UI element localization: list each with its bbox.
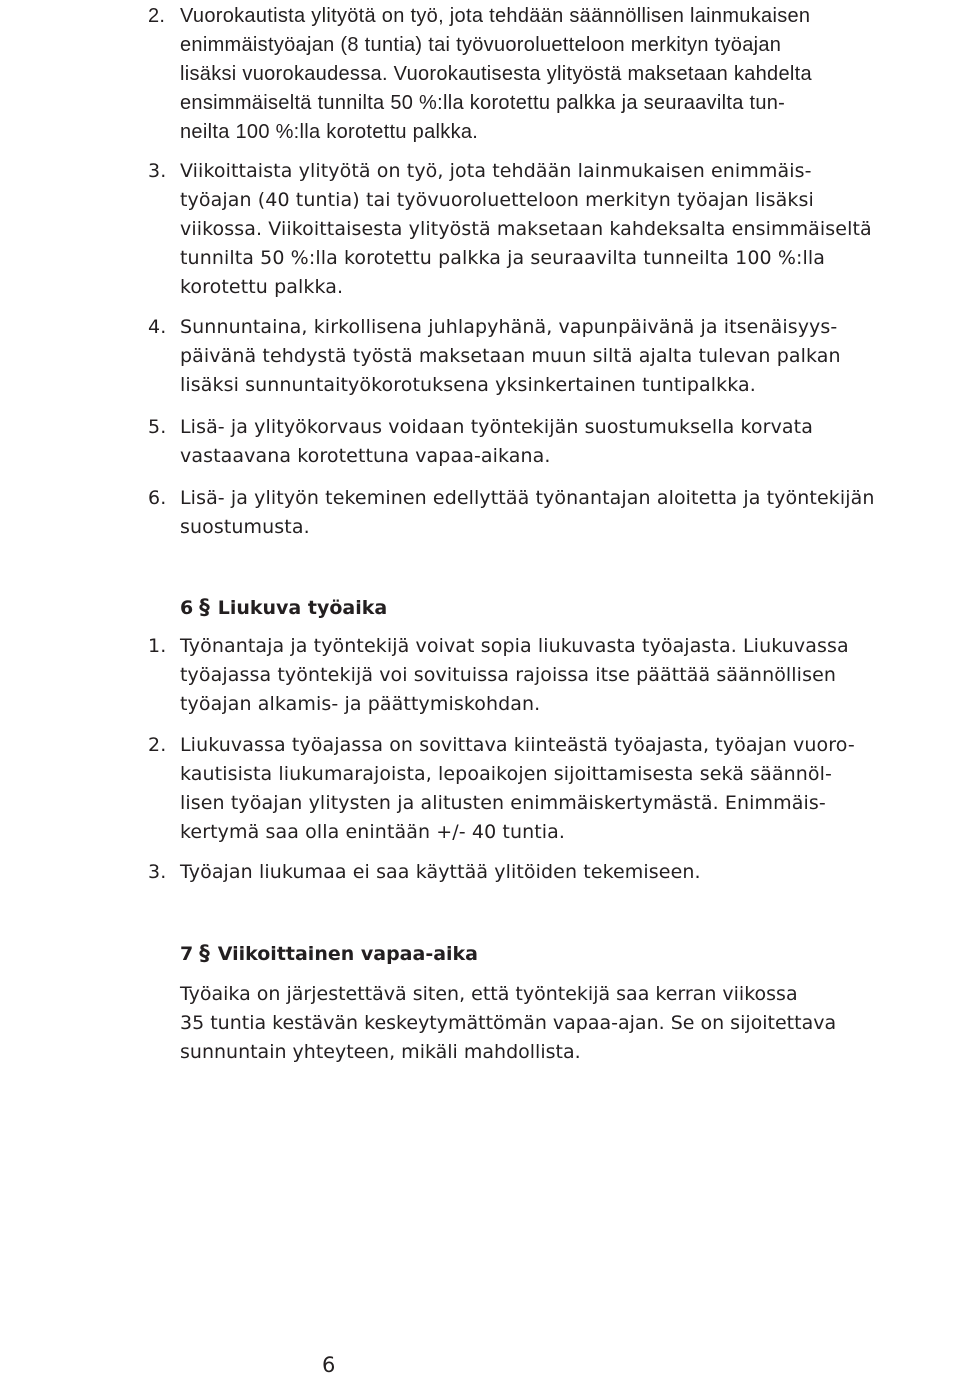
text-line: neilta 100 %:lla korotettu palkka. (180, 121, 479, 143)
list-item-5-compensation (148, 413, 956, 471)
list-item-flex-2 (148, 731, 956, 847)
list-number: 3. (148, 160, 167, 182)
list-item-2-overtime-daily (148, 2, 956, 147)
list-item-6-consent (148, 484, 956, 542)
list-number: 4. (148, 316, 167, 338)
text-line: vastaavana korotettuna vapaa-aikana. (180, 445, 551, 467)
text-line: kautisista liukumarajoista, lepoaikojen sijoittamisesta sekä säännöl- (180, 763, 832, 785)
section-7-paragraph (180, 980, 956, 1067)
list-item-flex-1 (148, 632, 956, 719)
text-line: 35 tuntia kestävän keskeytymättömän vapaa-ajan. Se on sijoitettava (180, 1012, 837, 1034)
section-symbol: § (199, 941, 210, 965)
text-line: tunnilta 50 %:lla korotettu palkka ja seuraavilta tunneilta 100 %:lla (180, 247, 826, 269)
list-number: 3. (148, 861, 167, 883)
text-line: lisen työajan ylitysten ja alitusten enimmäiskertymästä. Enimmäis- (180, 792, 826, 814)
section-title: Liukuva työaika (217, 597, 388, 619)
text-line: Lisä- ja ylityökorvaus voidaan työntekijän suostumuksella korvata (180, 416, 813, 438)
section-heading-7 (180, 938, 478, 969)
text-line: Vuorokautista ylityötä on työ, jota tehdään säännöllisen lainmukaisen (180, 5, 811, 27)
text-line: enimmäistyöajan (8 tuntia) tai työvuoroluetteloon merkityn työajan (180, 34, 782, 56)
text-line: kertymä saa olla enintään +/- 40 tuntia. (180, 821, 566, 843)
section-number: 7 (180, 943, 194, 965)
list-number: 2. (148, 734, 167, 756)
text-line: suostumusta. (180, 516, 310, 538)
page-number: 6 (322, 1353, 336, 1377)
text-line: lisäksi vuorokaudessa. Vuorokautisesta ylityöstä maksetaan kahdelta (180, 63, 812, 85)
text-line: päivänä tehdystä työstä maksetaan muun siltä ajalta tulevan palkan (180, 345, 841, 367)
text-line: työajan alkamis- ja päättymiskohdan. (180, 693, 541, 715)
list-item-3-overtime-weekly (148, 157, 956, 302)
text-line: lisäksi sunnuntaityökorotuksena yksinkertainen tuntipalkka. (180, 374, 756, 396)
section-symbol: § (199, 595, 210, 619)
list-number: 5. (148, 416, 167, 438)
list-number: 6. (148, 487, 167, 509)
section-number: 6 (180, 597, 194, 619)
section-heading-6 (180, 592, 387, 623)
text-line: Liukuvassa työajassa on sovittava kiinteästä työajasta, työajan vuoro- (180, 734, 855, 756)
text-line: Työnantaja ja työntekijä voivat sopia liukuvasta työajasta. Liukuvassa (180, 635, 849, 657)
list-item-flex-3 (148, 858, 956, 887)
text-line: Työaika on järjestettävä siten, että työntekijä saa kerran viikossa (180, 983, 798, 1005)
text-line: Sunnuntaina, kirkollisena juhlapyhänä, vapunpäivänä ja itsenäisyys- (180, 316, 838, 338)
section-title: Viikoittainen vapaa-aika (217, 943, 479, 965)
text-line: ensimmäiseltä tunnilta 50 %:lla korotettu palkka ja seuraavilta tun- (180, 92, 786, 114)
text-line: viikossa. Viikoittaisesta ylityöstä maksetaan kahdeksalta ensimmäiseltä (180, 218, 872, 240)
text-line: Viikoittaista ylityötä on työ, jota tehdään lainmukaisen enimmäis- (180, 160, 812, 182)
list-item-4-sunday-work (148, 313, 956, 400)
text-line: Työajan liukumaa ei saa käyttää ylitöiden tekemiseen. (180, 861, 701, 883)
list-number: 2. (148, 5, 166, 27)
list-number: 1. (148, 635, 167, 657)
text-line: työajan (40 tuntia) tai työvuoroluetteloon merkityn työajan lisäksi (180, 189, 814, 211)
text-line: korotettu palkka. (180, 276, 344, 298)
text-line: Lisä- ja ylityön tekeminen edellyttää työnantajan aloitetta ja työntekijän (180, 487, 875, 509)
text-line: sunnuntain yhteyteen, mikäli mahdollista. (180, 1041, 581, 1063)
text-line: työajassa työntekijä voi sovituissa rajoissa itse päättää säännöllisen (180, 664, 836, 686)
